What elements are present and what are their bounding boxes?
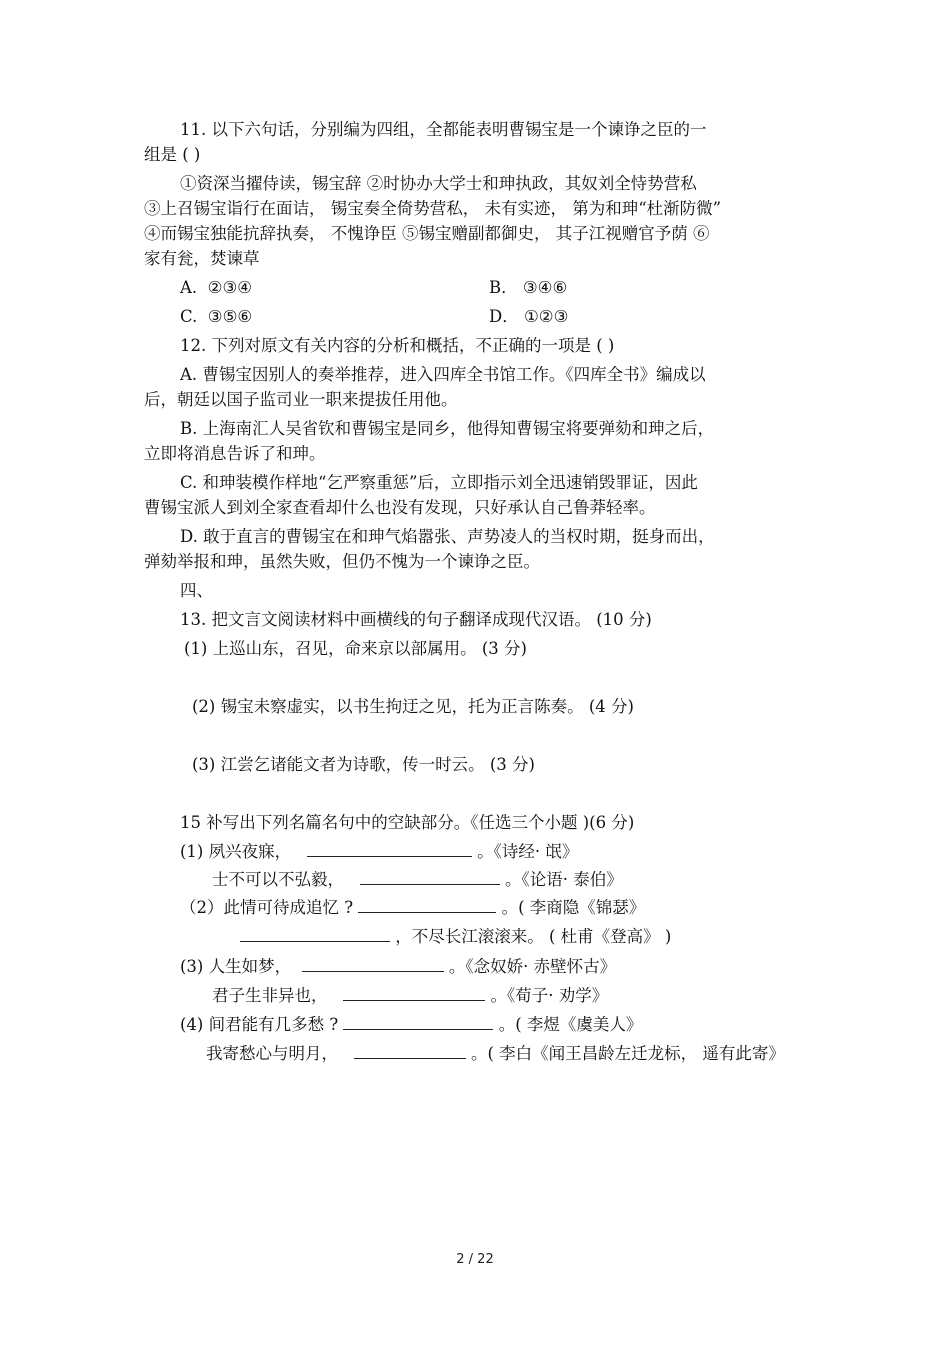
q13-item-3: (3) 江尝乞诸能文者为诗歌，传一时云。 (3 分)	[192, 755, 535, 774]
q12-option-b-line2: 立即将消息告诉了和珅。	[144, 444, 326, 463]
q13-item-1: (1) 上巡山东，召见，命来京以部属用。 (3 分)	[184, 639, 527, 658]
line-suffix: 。《诗经· 氓》	[477, 842, 579, 861]
q12-option-a-line1: A. 曹锡宝因别人的奏举推荐，进入四库全书馆工作。《四库全书》编成以	[180, 365, 706, 384]
option-label: B．	[489, 278, 518, 297]
line-suffix: 。( 李煜《虞美人》	[498, 1015, 643, 1034]
q11-option-d	[489, 306, 568, 328]
blank-answer-line	[307, 841, 472, 857]
q11-option-b	[489, 277, 567, 299]
line-suffix: ，不尽长江滚滚来。 ( 杜甫《登高》 )	[395, 927, 672, 946]
q12-option-a-line2: 后，朝廷以国子监司业一职来提拔任用他。	[144, 390, 458, 409]
q15-line	[180, 897, 645, 919]
q11-item-line: 家有瓮，焚谏草	[144, 249, 260, 268]
q12-stem: 12. 下列对原文有关内容的分析和概括，不正确的一项是 ( )	[180, 336, 615, 355]
q15-line	[212, 869, 623, 891]
blank-answer-line	[343, 985, 485, 1001]
line-prefix: (4) 间君能有几多愁 ?	[180, 1015, 339, 1034]
blank-answer-line	[240, 926, 390, 942]
q11-option-a	[180, 277, 252, 299]
blank-answer-line	[358, 897, 496, 913]
q12-option-c-line1: C. 和珅装模作样地“乞严察重惩”后，立即指示刘全迅速销毁罪证，因此	[180, 473, 698, 492]
q15-line	[240, 926, 671, 948]
q12-option-c-line2: 曹锡宝派人到刘全家查看却什么也没有发现，只好承认自己鲁莽轻率。	[144, 498, 656, 517]
line-prefix: （2）此情可待成追忆 ?	[180, 898, 354, 917]
q13-item-2: (2) 锡宝未察虚实，以书生拘迂之见，托为正言陈奏。 (4 分)	[192, 697, 634, 716]
q15-line	[180, 1014, 642, 1036]
q12-option-b-line1: B. 上海南汇人吴省钦和曹锡宝是同乡，他得知曹锡宝将要弹劾和珅之后，	[180, 419, 715, 438]
line-suffix: 。《念奴娇· 赤壁怀古》	[448, 957, 617, 976]
q11-stem-line2: 组是 ( )	[144, 145, 201, 164]
blank-answer-line	[360, 869, 500, 885]
blank-answer-line	[343, 1014, 493, 1030]
option-label: C.	[180, 307, 198, 326]
option-value: ②③④	[207, 278, 253, 297]
q11-item-line: ④而锡宝独能抗辞执奏， 不愧诤臣 ⑤锡宝赠副都御史， 其子江视赠官予荫 ⑥	[144, 224, 710, 243]
option-value: ③⑤⑥	[207, 307, 253, 326]
line-prefix: (3) 人生如梦，	[180, 957, 292, 976]
q12-option-d-line1: D. 敢于直言的曹锡宝在和珅气焰嚣张、声势凌人的当权时期，挺身而出，	[180, 527, 715, 546]
page-number: 2 / 22	[456, 1252, 494, 1267]
option-label: D．	[489, 307, 519, 326]
q15-line	[180, 841, 578, 863]
section-heading: 四、	[180, 581, 213, 600]
line-suffix: 。( 李商隐《锦瑟》	[501, 898, 646, 917]
line-prefix: 君子生非异也，	[212, 986, 328, 1005]
q15-line	[212, 985, 608, 1007]
option-value: ①②③	[523, 307, 569, 326]
q15-line	[206, 1043, 785, 1065]
q11-item-line: ③上召锡宝诣行在面诘， 锡宝奏全倚势营私， 未有实迹， 第为和珅“杜渐防微”	[144, 199, 722, 218]
line-suffix: 。《荀子· 劝学》	[490, 986, 609, 1005]
q15-stem: 15 补写出下列名篇名句中的空缺部分。《任选三个小题 )(6 分)	[180, 813, 635, 832]
option-value: ③④⑥	[522, 278, 568, 297]
line-prefix: 我寄愁心与明月，	[206, 1044, 338, 1063]
blank-answer-line	[354, 1043, 466, 1059]
line-prefix: (1) 夙兴夜寐，	[180, 842, 292, 861]
line-suffix: 。《论语· 泰伯》	[505, 870, 623, 889]
q15-line	[180, 956, 616, 978]
q11-item-line: ①资深当擢侍读，锡宝辞 ②时协办大学士和珅执政，其奴刘全恃势营私	[180, 174, 697, 193]
q11-stem-line1: 11. 以下六句话，分别编为四组，全都能表明曹锡宝是一个谏诤之臣的一	[180, 120, 707, 139]
q12-option-d-line2: 弹劾举报和珅，虽然失败，但仍不愧为一个谏诤之臣。	[144, 552, 540, 571]
q11-option-c	[180, 306, 252, 328]
blank-answer-line	[302, 956, 444, 972]
q13-stem: 13. 把文言文阅读材料中画横线的句子翻译成现代汉语。 (10 分)	[180, 610, 652, 629]
line-suffix: 。( 李白《闻王昌龄左迁龙标， 遥有此寄》	[471, 1044, 785, 1063]
line-prefix: 士不可以不弘毅，	[212, 870, 344, 889]
option-label: A.	[180, 278, 198, 297]
